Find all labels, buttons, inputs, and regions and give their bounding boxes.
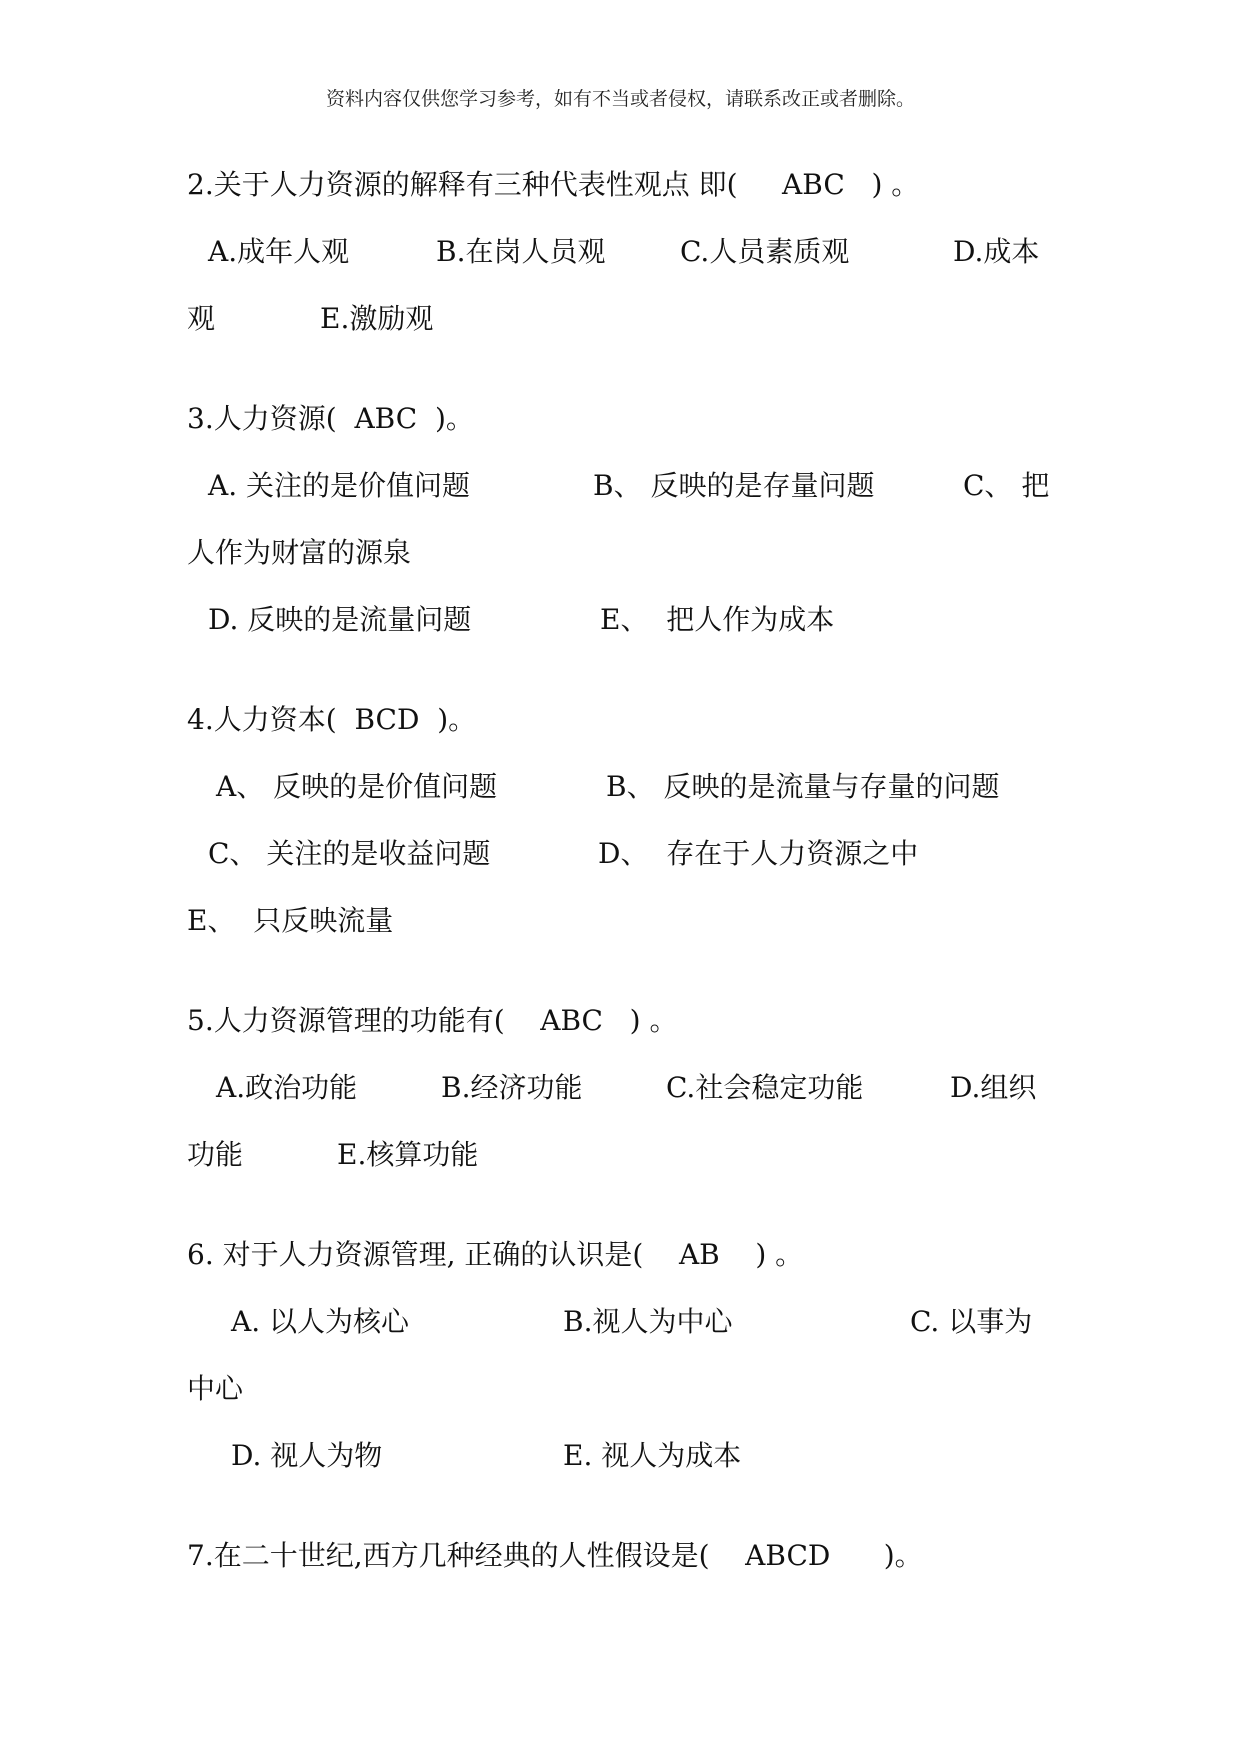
question-4-stem: 4.人力资本( BCD )。 (187, 703, 477, 736)
question-2-option-d-wrap: 观 (187, 302, 216, 335)
question-6-option-a: A. 以人为核心 (231, 1305, 410, 1338)
question-4-option-a: A、 反映的是价值问题 (216, 770, 498, 803)
question-3-option-b: B、 反映的是存量问题 (593, 469, 875, 502)
question-5-stem: 5.人力资源管理的功能有( ABC ) 。 (187, 1004, 678, 1037)
question-2-option-a: A.成年人观 (208, 235, 350, 268)
question-7-stem: 7.在二十世纪,西方几种经典的人性假设是( ABCD )。 (187, 1539, 923, 1572)
question-5-option-c: C.社会稳定功能 (666, 1071, 864, 1104)
question-6-option-c: C. 以事为 (910, 1305, 1033, 1338)
question-4-option-e: E、 只反映流量 (187, 904, 394, 937)
question-3-option-a: A. 关注的是价值问题 (208, 469, 471, 502)
question-2-option-d: D.成本 (953, 235, 1040, 268)
question-5-option-d-wrap: 功能 (187, 1138, 244, 1171)
page-header-disclaimer: 资料内容仅供您学习参考，如有不当或者侵权，请联系改正或者删除。 (325, 88, 915, 110)
question-6-option-b: B.视人为中心 (563, 1305, 733, 1338)
question-6-option-c-wrap: 中心 (187, 1372, 244, 1405)
question-4-option-c: C、 关注的是收益问题 (208, 837, 491, 870)
question-6-option-e: E. 视人为成本 (563, 1439, 742, 1472)
question-3-option-d: D. 反映的是流量问题 (208, 603, 472, 636)
question-5-option-d: D.组织 (950, 1071, 1037, 1104)
question-6-stem: 6. 对于人力资源管理, 正确的认识是( AB ) 。 (187, 1238, 804, 1271)
question-3-stem: 3.人力资源( ABC )。 (187, 402, 474, 435)
question-2-stem: 2.关于人力资源的解释有三种代表性观点 即( ABC ) 。 (187, 168, 920, 201)
question-6-option-d: D. 视人为物 (231, 1439, 383, 1472)
question-5-option-b: B.经济功能 (441, 1071, 583, 1104)
question-3-option-c-wrap: 人作为财富的源泉 (187, 536, 412, 569)
question-3-option-e: E、 把人作为成本 (600, 603, 835, 636)
question-3-option-c: C、 把 (963, 469, 1050, 502)
question-4-option-b: B、 反映的是流量与存量的问题 (606, 770, 1000, 803)
question-2-option-b: B.在岗人员观 (436, 235, 606, 268)
question-5-option-e: E.核算功能 (337, 1138, 479, 1171)
question-2-option-c: C.人员素质观 (680, 235, 850, 268)
question-5-option-a: A.政治功能 (216, 1071, 358, 1104)
question-2-option-e: E.激励观 (320, 302, 434, 335)
question-4-option-d: D、 存在于人力资源之中 (598, 837, 919, 870)
